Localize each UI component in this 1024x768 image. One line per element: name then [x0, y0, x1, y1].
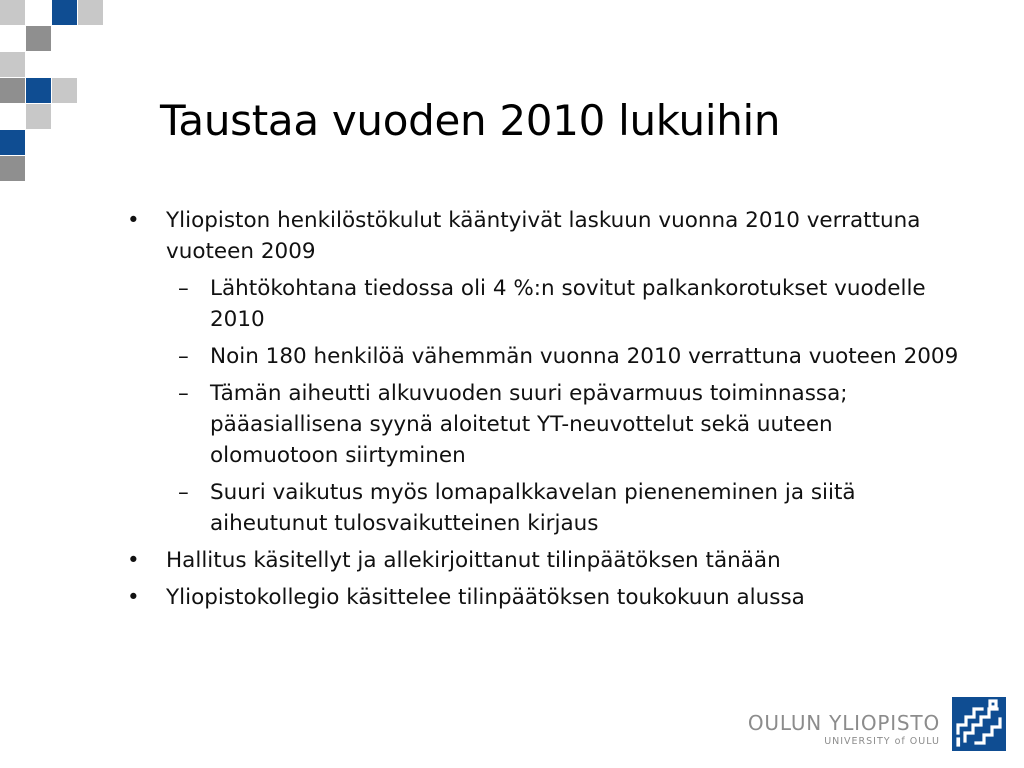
deco-square [0, 130, 25, 155]
sub-bullet-marker: – [178, 344, 189, 369]
bullet-item [125, 582, 965, 613]
university-wordmark [748, 712, 940, 747]
bullet-marker: • [127, 208, 140, 233]
deco-square [26, 26, 51, 51]
deco-square [0, 0, 25, 25]
sub-bullet-marker: – [178, 480, 189, 505]
university-name-en: UNIVERSITY of OULU [824, 736, 940, 747]
corner-square-pattern [0, 0, 110, 190]
sub-bullet-marker: – [178, 276, 189, 301]
sub-bullet-marker: – [178, 381, 189, 406]
sub-bullet-text: Tämän aiheutti alkuvuoden suuri epävarmuus toiminnassa; pääasiallisena syynä aloitetut YT-neuvottelut sekä uuteen olomuotoon siirtyminen [210, 381, 848, 468]
sub-bullet-item [125, 378, 965, 471]
deco-square [26, 104, 51, 129]
bullet-item [125, 545, 965, 576]
bullet-text: Hallitus käsitellyt ja allekirjoittanut tilinpäätöksen tänään [166, 548, 781, 573]
sub-bullet-item [125, 341, 965, 372]
sub-bullet-item [125, 273, 965, 335]
deco-square [0, 156, 25, 181]
sub-bullet-text: Lähtökohtana tiedossa oli 4 %:n sovitut palkankorotukset vuodelle 2010 [210, 276, 926, 332]
deco-square [0, 52, 25, 77]
sub-bullet-text: Suuri vaikutus myös lomapalkkavelan pieneneminen ja siitä aiheutunut tulosvaikutteinen kirjaus [210, 480, 856, 536]
bullet-list [125, 205, 965, 619]
deco-square [0, 78, 25, 103]
bullet-item [125, 205, 965, 267]
sub-bullet-item [125, 477, 965, 539]
deco-square [26, 78, 51, 103]
slide-title: Taustaa vuoden 2010 lukuihin [160, 96, 781, 145]
oulu-university-logo-icon [952, 697, 1006, 751]
bullet-marker: • [127, 548, 140, 573]
deco-square [78, 0, 103, 25]
bullet-text: Yliopistokollegio käsittelee tilinpäätöksen toukokuun alussa [166, 585, 805, 610]
deco-square [52, 78, 77, 103]
deco-square [52, 0, 77, 25]
bullet-text: Yliopiston henkilöstökulut kääntyivät laskuun vuonna 2010 verrattuna vuoteen 2009 [166, 208, 921, 264]
bullet-marker: • [127, 585, 140, 610]
university-name-fi: OULUN YLIOPISTO [747, 711, 940, 735]
sub-bullet-text: Noin 180 henkilöä vähemmän vuonna 2010 verrattuna vuoteen 2009 [210, 344, 959, 369]
